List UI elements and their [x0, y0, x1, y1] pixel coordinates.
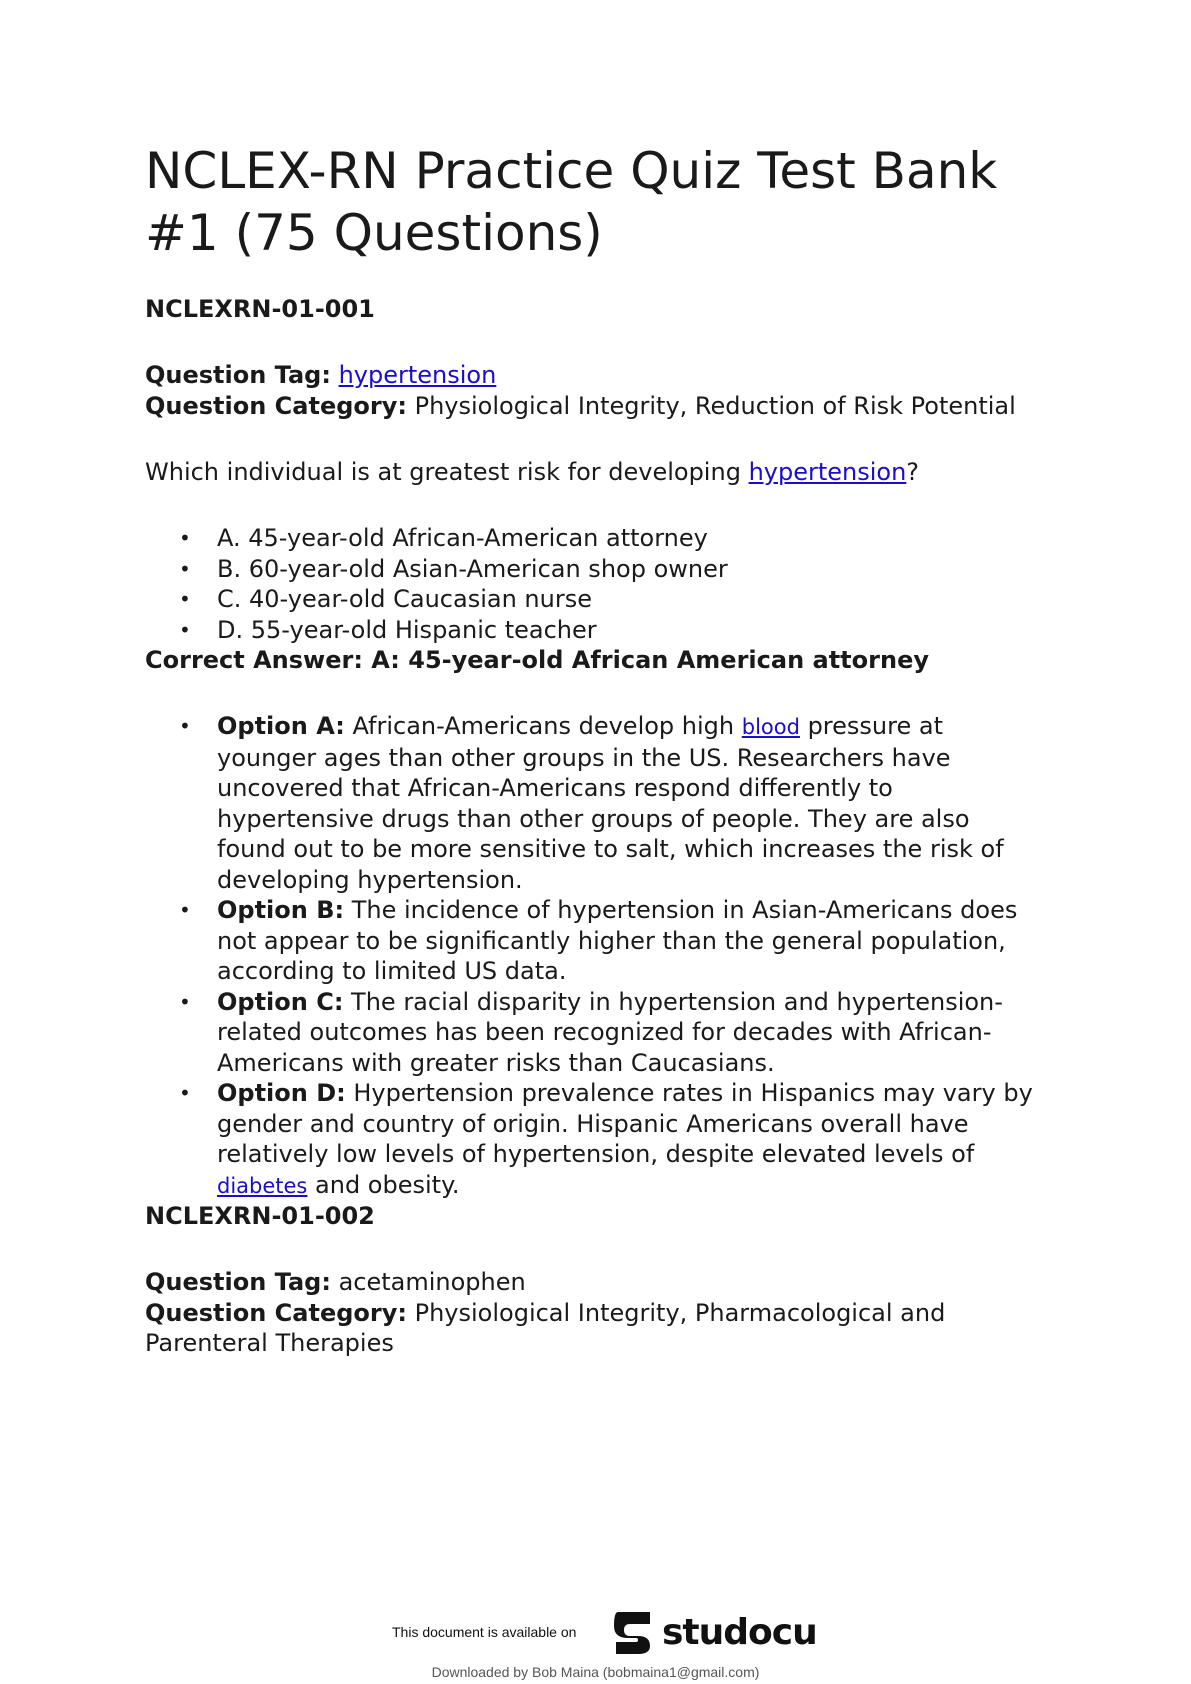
question-2-tag-label: Question Tag:	[145, 1268, 331, 1296]
rationale-c	[217, 987, 1045, 1079]
prompt-text: Which individual is at greatest risk for developing	[145, 458, 749, 486]
rationale-a-label: Option A:	[217, 712, 345, 740]
correct-answer: Correct Answer: A: 45-year-old African American attorney	[145, 646, 929, 674]
studocu-logo-text: studocu	[662, 1611, 817, 1653]
studocu-logo-icon	[610, 1608, 656, 1656]
rationale-d-text-end: and obesity.	[307, 1170, 460, 1199]
rationale-d	[217, 1078, 1045, 1201]
question-tag-line	[145, 360, 1045, 391]
available-on-text: This document is available on	[392, 1624, 577, 1640]
rationale-c-text: The racial disparity in hypertension and hypertension-related outcomes has been recognized for decades with African-Americans with greater risks than Caucasians.	[217, 987, 1003, 1077]
question-id: NCLEXRN-01-001	[145, 295, 375, 323]
question-2-tag-value: acetaminophen	[330, 1268, 526, 1296]
question-2-tag-line	[145, 1267, 1045, 1298]
question-2-category-label: Question Category:	[145, 1298, 407, 1327]
rationale-link-diabetes[interactable]: diabetes	[217, 1173, 308, 1198]
question-id-2: NCLEXRN-01-002	[145, 1202, 375, 1230]
option-b: • B. 60-year-old Asian-American shop owner	[217, 554, 1045, 585]
answer-options-list	[145, 523, 1045, 645]
question-prompt	[145, 457, 1045, 487]
question-category-value: Physiological Integrity, Reduction of Risk Potential	[414, 391, 1016, 420]
question-2-meta	[145, 1267, 1045, 1359]
rationale-d-label: Option D:	[217, 1079, 346, 1107]
rationale-b	[217, 895, 1045, 987]
rationale-a	[217, 711, 1045, 895]
option-d: • D. 55-year-old Hispanic teacher	[217, 615, 1045, 646]
studocu-logo[interactable]	[610, 1608, 817, 1656]
prompt-link-hypertension[interactable]: hypertension	[748, 458, 907, 486]
rationale-b-text: The incidence of hypertension in Asian-Americans does not appear to be significantly higher than the general population, according to limited US data.	[217, 896, 1018, 985]
rationale-b-label: Option B:	[217, 896, 345, 924]
rationale-c-label: Option C:	[217, 987, 344, 1016]
rationale-a-text: African-Americans develop high	[344, 712, 742, 740]
question-category-line	[145, 391, 1045, 422]
option-a: • A. 45-year-old African-American attorney	[217, 523, 1045, 554]
rationale-a-text-end: pressure at younger ages than other groups in the US. Researchers have uncovered that African-Americans respond differently to hypertensive drugs than other groups of people. They are also found out to be more sensitive to salt, which increases the risk of developing hypertension.	[217, 712, 1004, 894]
downloaded-by-text: Downloaded by Bob Maina (bobmaina1@gmail.com)	[431, 1664, 760, 1680]
question-2-category-line	[145, 1298, 1045, 1359]
prompt-end: ?	[906, 458, 920, 486]
question-tag-label: Question Tag:	[145, 361, 331, 389]
document-title: NCLEX-RN Practice Quiz Test Bank #1 (75 Questions)	[145, 142, 998, 262]
question-tag-link[interactable]: hypertension	[338, 361, 497, 389]
option-c: • C. 40-year-old Caucasian nurse	[217, 584, 1045, 615]
rationale-d-text: Hypertension prevalence rates in Hispanics may vary by gender and country of origin. Hispanic Americans overall have relatively low levels of hypertension, despite elevated levels of	[217, 1079, 1033, 1168]
question-category-label: Question Category:	[145, 391, 407, 420]
question-2-category-value: Physiological Integrity, Pharmacological and Parenteral Therapies	[145, 1298, 946, 1357]
rationale-list	[145, 711, 1045, 1201]
rationale-link-blood[interactable]: blood	[741, 715, 800, 739]
question-meta	[145, 360, 1045, 421]
document-page	[145, 140, 1045, 1395]
